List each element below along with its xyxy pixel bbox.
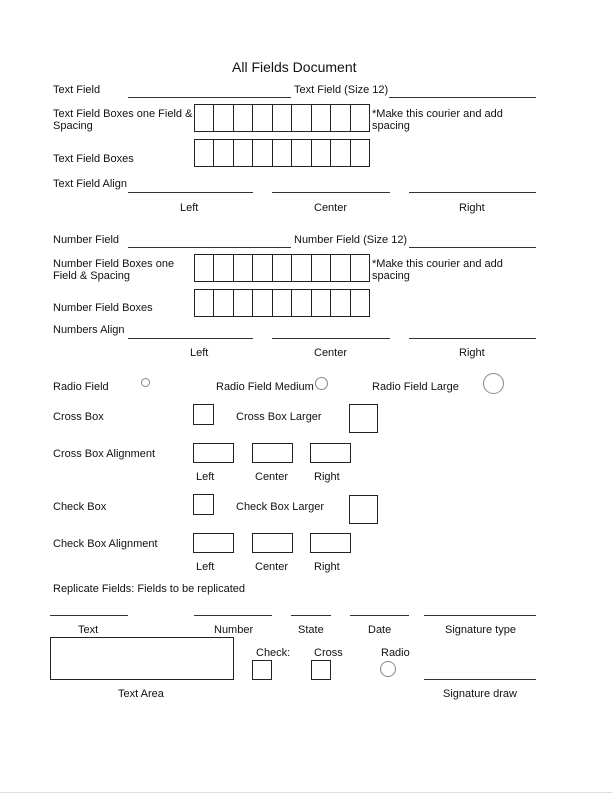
- replicate-check-label: Check:: [256, 647, 291, 659]
- number-field-boxes-label: Number Field Boxes: [53, 302, 153, 314]
- number-field-size12-input[interactable]: [409, 247, 536, 248]
- replicate-signature-draw-input[interactable]: [424, 679, 536, 680]
- cross-align-left-box[interactable]: [193, 443, 234, 463]
- check-align-left-box[interactable]: [193, 533, 234, 553]
- replicate-cross-label: Cross: [314, 647, 343, 659]
- check-box-larger[interactable]: [349, 495, 378, 524]
- replicate-date-input[interactable]: [350, 615, 409, 616]
- number-align-left-label: Left: [190, 347, 209, 359]
- check-align-left-label: Left: [196, 561, 215, 573]
- number-field-input[interactable]: [128, 247, 291, 248]
- number-field-label: Number Field: [53, 234, 120, 246]
- text-align-right-label: Right: [459, 202, 485, 214]
- replicate-cross-box[interactable]: [311, 660, 331, 680]
- number-field-size12-label: Number Field (Size 12): [294, 234, 408, 246]
- cross-align-right-label: Right: [314, 471, 340, 483]
- text-field-size12-label: Text Field (Size 12): [294, 84, 389, 96]
- number-align-right-input[interactable]: [409, 338, 536, 339]
- text-align-left-input[interactable]: [128, 192, 253, 193]
- replicate-heading: Replicate Fields: Fields to be replicated: [53, 583, 245, 595]
- replicate-check-box[interactable]: [252, 660, 272, 680]
- text-field-align-label: Text Field Align: [53, 178, 127, 190]
- number-align-right-label: Right: [459, 347, 485, 359]
- text-field-input[interactable]: [128, 97, 291, 98]
- replicate-state-input[interactable]: [291, 615, 331, 616]
- check-box-label: Check Box: [53, 501, 107, 513]
- check-align-right-label: Right: [314, 561, 340, 573]
- cross-align-right-box[interactable]: [310, 443, 351, 463]
- replicate-radio[interactable]: [380, 661, 396, 677]
- radio-field-medium[interactable]: [315, 377, 328, 390]
- replicate-signature-type-label: Signature type: [445, 624, 516, 636]
- check-align-center-label: Center: [255, 561, 289, 573]
- replicate-text-label: Text: [78, 624, 99, 636]
- number-courier-note: *Make this courier and add spacing: [372, 258, 503, 282]
- replicate-number-label: Number: [214, 624, 254, 636]
- replicate-text-area[interactable]: [50, 637, 234, 680]
- text-field-boxes-spacing-label: Text Field Boxes one Field & Spacing: [53, 108, 193, 132]
- check-box[interactable]: [193, 494, 214, 515]
- text-field-boxes-label: Text Field Boxes: [53, 153, 134, 165]
- text-align-left-label: Left: [180, 202, 199, 214]
- text-field-boxes-input[interactable]: [194, 139, 370, 167]
- number-align-center-label: Center: [314, 347, 348, 359]
- replicate-text-input[interactable]: [50, 615, 128, 616]
- replicate-state-label: State: [298, 624, 324, 636]
- text-align-right-input[interactable]: [409, 192, 536, 193]
- replicate-signature-type-input[interactable]: [424, 615, 536, 616]
- text-courier-note: *Make this courier and add spacing: [372, 108, 503, 132]
- number-align-center-input[interactable]: [272, 338, 390, 339]
- check-align-center-box[interactable]: [252, 533, 293, 553]
- check-box-alignment-label: Check Box Alignment: [53, 538, 158, 550]
- cross-align-center-label: Center: [255, 471, 289, 483]
- numbers-align-label: Numbers Align: [53, 324, 125, 336]
- replicate-signature-draw-label: Signature draw: [443, 688, 517, 700]
- cross-align-center-box[interactable]: [252, 443, 293, 463]
- check-align-right-box[interactable]: [310, 533, 351, 553]
- radio-field-medium-label: Radio Field Medium: [216, 381, 314, 393]
- document-title: All Fields Document: [232, 59, 357, 75]
- text-field-boxes-spacing-input[interactable]: [194, 104, 370, 132]
- replicate-date-label: Date: [368, 624, 392, 636]
- replicate-number-input[interactable]: [194, 615, 272, 616]
- replicate-text-area-label: Text Area: [118, 688, 164, 700]
- cross-box-alignment-label: Cross Box Alignment: [53, 448, 156, 460]
- cross-box-label: Cross Box: [53, 411, 104, 423]
- number-field-boxes-spacing-input[interactable]: [194, 254, 370, 282]
- replicate-radio-label: Radio: [381, 647, 410, 659]
- cross-box-larger[interactable]: [349, 404, 378, 433]
- number-field-boxes-input[interactable]: [194, 289, 370, 317]
- number-field-boxes-spacing-label: Number Field Boxes one Field & Spacing: [53, 258, 175, 282]
- check-box-larger-label: Check Box Larger: [236, 501, 325, 513]
- number-align-left-input[interactable]: [128, 338, 253, 339]
- radio-field-large-label: Radio Field Large: [372, 381, 459, 393]
- text-field-label: Text Field: [53, 84, 101, 96]
- cross-box[interactable]: [193, 404, 214, 425]
- cross-box-larger-label: Cross Box Larger: [236, 411, 322, 423]
- text-field-size12-input[interactable]: [389, 97, 536, 98]
- radio-field-label: Radio Field: [53, 381, 109, 393]
- radio-field-large[interactable]: [483, 373, 504, 394]
- text-align-center-input[interactable]: [272, 192, 390, 193]
- radio-field-small[interactable]: [141, 378, 150, 387]
- text-align-center-label: Center: [314, 202, 348, 214]
- cross-align-left-label: Left: [196, 471, 215, 483]
